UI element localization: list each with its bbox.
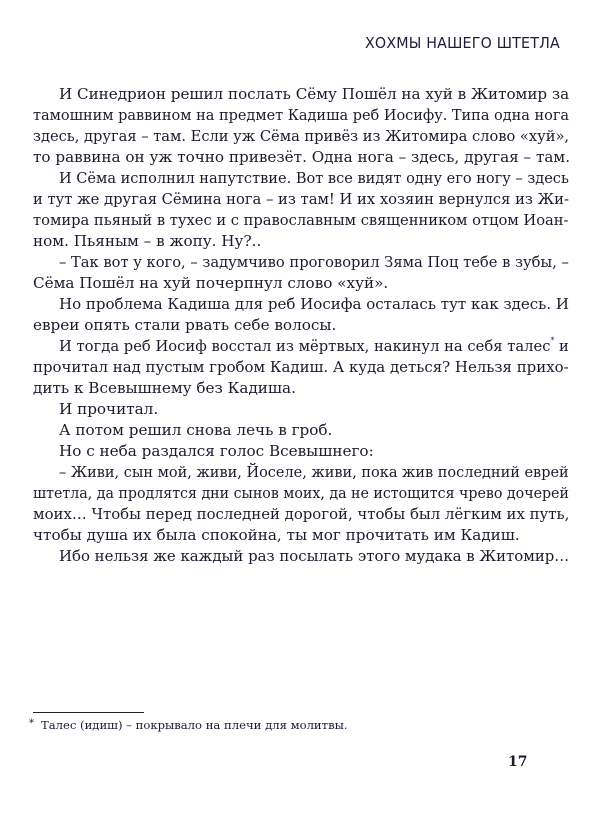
text-line-content: И тогда реб Иосиф восстал из мёртвых, накинул на себя талес (59, 337, 551, 355)
text-line-content: штетла, да продлятся дни сынов моих, да не истощится чрево дочерей (33, 484, 569, 502)
text-line (33, 525, 569, 546)
text-line-content: здесь, другая – там. Если уж Сёма привёз из Житомира слово «хуй», (33, 127, 570, 145)
text-line (33, 231, 569, 252)
text-line-content: Но с неба раздался голос Всевышнего: (59, 442, 374, 460)
footnote-text: Талес (идиш) – покрывало на плечи для молитвы. (41, 718, 348, 732)
text-line-content: евреи опять стали рвать себе волосы. (33, 316, 337, 334)
text-line (33, 105, 569, 126)
text-line-content: то раввина он уж точно привезёт. Одна нога – здесь, другая – там. (33, 148, 571, 166)
text-line (33, 315, 569, 336)
text-line-content: А потом решил снова лечь в гроб. (59, 421, 333, 439)
text-line-content: Ибо нельзя же каждый раз посылать этого мудака в Житомир… (59, 547, 570, 565)
text-line-content: дить к Всевышнему без Кадиша. (33, 379, 296, 397)
body-text (33, 84, 569, 567)
text-line (33, 357, 569, 378)
text-line-content: прочитал над пустым гробом Кадиш. А куда деться? Нельзя прихо- (33, 358, 569, 376)
text-line (33, 147, 569, 168)
text-line-content: – Живи, сын мой, живи, Йоселе, живи, пока жив последний еврей (59, 463, 569, 481)
text-line (33, 462, 569, 483)
text-line (33, 378, 569, 399)
text-line (33, 441, 569, 462)
text-line (33, 126, 569, 147)
text-line (33, 546, 569, 567)
text-line-content: и тут же другая Сёмина нога – из там! И их хозяин вернулся из Жи- (33, 190, 569, 208)
text-line (33, 483, 569, 504)
text-line-content: чтобы душа их была спокойна, ты мог прочитать им Кадиш. (33, 526, 520, 544)
text-line-content: И прочитал. (59, 400, 159, 418)
footnote-mark: * (29, 718, 34, 729)
text-line-content: тамошним раввином на предмет Кадиша реб Иосифу. Типа одна нога (33, 106, 570, 124)
footnote-divider (33, 712, 144, 713)
text-line-content: И Синедрион решил послать Сёму Пошёл на хуй в Житомир за (59, 85, 570, 103)
text-line (33, 399, 569, 420)
footnote-reference: * (550, 336, 555, 345)
running-head: ХОХМЫ НАШЕГО ШТЕТЛА (364, 34, 560, 52)
text-line (33, 84, 569, 105)
footnote (29, 718, 348, 732)
text-line (33, 504, 569, 525)
text-line (33, 210, 569, 231)
text-line (33, 168, 569, 189)
text-line-content: моих… Чтобы перед последней дорогой, чтобы был лёгким их путь, (33, 505, 570, 523)
text-line (33, 420, 569, 441)
text-line (33, 273, 569, 294)
text-line (33, 252, 569, 273)
text-line-content: томира пьяный в тухес и с православным священником отцом Иоан- (33, 211, 569, 229)
page-number: 17 (508, 754, 528, 770)
text-line (33, 294, 569, 315)
text-line-tail: и (554, 337, 569, 355)
text-line-content: ном. Пьяным – в жопу. Ну?.. (33, 232, 262, 250)
text-line-content: Но проблема Кадиша для реб Иосифа осталась тут как здесь. И (59, 295, 569, 313)
text-line-content: Сёма Пошёл на хуй почерпнул слово «хуй». (33, 274, 389, 292)
text-line (33, 189, 569, 210)
text-line-content: – Так вот у кого, – задумчиво проговорил Зяма Поц тебе в зубы, – (59, 253, 569, 271)
text-line (33, 336, 569, 357)
text-line-content: И Сёма исполнил напутствие. Вот все видят одну его ногу – здесь (59, 169, 569, 187)
